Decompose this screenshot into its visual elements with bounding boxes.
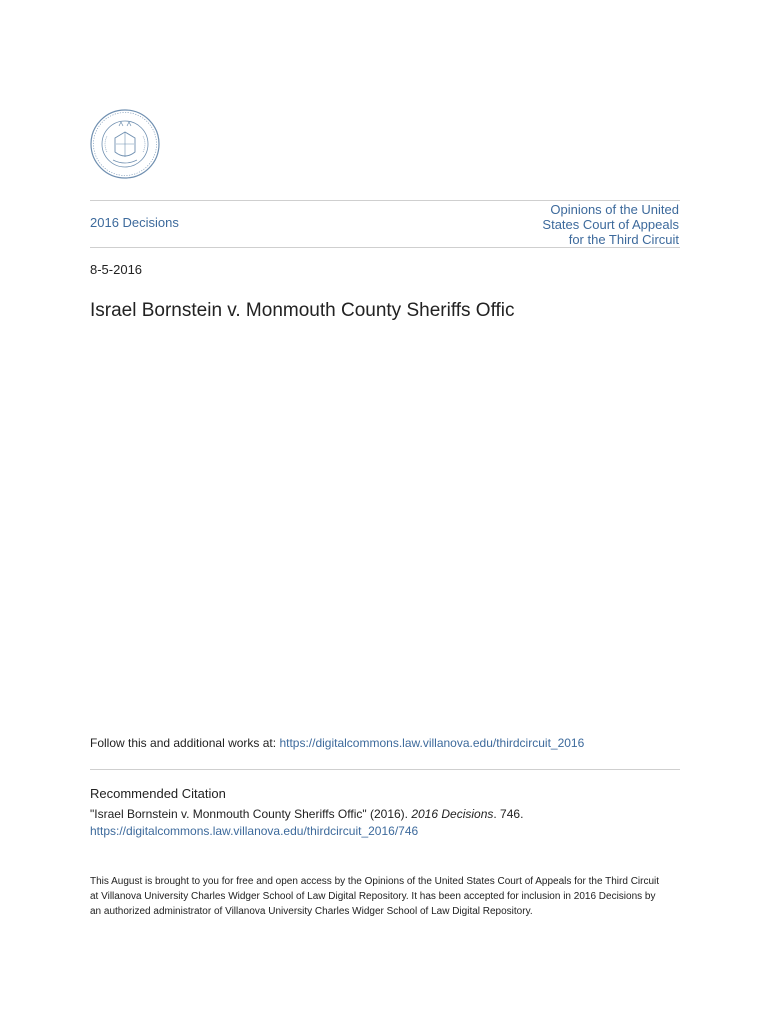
series-link-line-3: for the Third Circuit [568, 232, 679, 247]
citation-divider [90, 769, 680, 770]
citation-heading: Recommended Citation [90, 786, 226, 801]
follow-url-link[interactable]: https://digitalcommons.law.villanova.edu/thirdcircuit_2016 [279, 736, 585, 750]
citation-text [90, 806, 680, 840]
follow-line [90, 736, 584, 750]
document-title: Israel Bornstein v. Monmouth County Sheriffs Offic [90, 300, 515, 321]
citation-collection: 2016 Decisions [411, 807, 494, 821]
header-bottom-divider [90, 247, 680, 248]
follow-label: Follow this and additional works at: [90, 736, 280, 750]
access-notice: This August is brought to you for free and open access by the Opinions of the United States Court of Appeals for the Third Circuit at Villanova University Charles Widger School of Law Digital Repository. It has been accepted for inclusion in 2016 Decisions by an authorized administrator of Villanova University Charles Widger School of Law Digital Repository. [90, 876, 660, 917]
series-link-line-1: Opinions of the United [550, 202, 679, 217]
header-top-divider [90, 200, 680, 201]
publication-date: 8-5-2016 [90, 262, 143, 277]
citation-url-link[interactable]: https://digitalcommons.law.villanova.edu/thirdcircuit_2016/746 [90, 824, 419, 838]
collection-link[interactable]: 2016 Decisions [90, 215, 179, 230]
citation-prefix: "Israel Bornstein v. Monmouth County Sheriffs Offic" (2016). [90, 807, 412, 821]
university-seal-icon [89, 108, 161, 180]
series-link-line-2: States Court of Appeals [542, 217, 679, 232]
series-link[interactable] [479, 202, 679, 247]
citation-suffix: . 746. [493, 807, 524, 821]
